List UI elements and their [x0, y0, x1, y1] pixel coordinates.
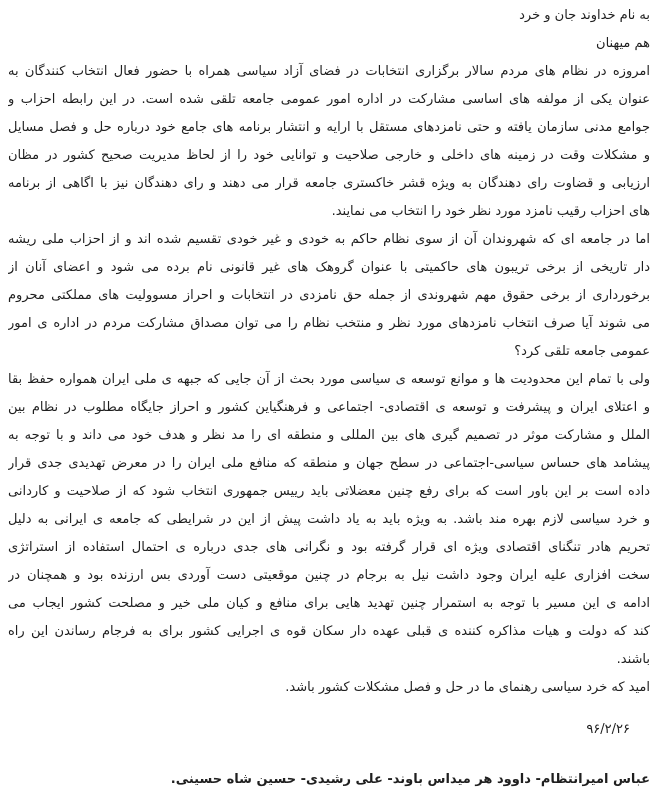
salutation-line: هم میهنان: [596, 36, 650, 51]
invocation-line: به نام خداوند جان و خرد: [519, 8, 650, 23]
text-line: امروزه در نظام های مردم سالار برگزاری انتخابات در فضای آزاد سیاسی همراه با حضور فعال انتخاب کنندگان به: [8, 64, 650, 79]
text-line: جوامع مدنی سازمان یافته و حتی نامزدهای مستقل با ارایه و انتشار برنامه های جامع خود درباره حل و فصل مسایل: [8, 120, 650, 135]
paragraph-4: [8, 674, 650, 702]
text-line: اما در جامعه ای که شهروندان آن از سوی نظام حاکم به خودی و غیر خودی تقسیم شده اند و از احزاب ملی ریشه: [8, 232, 650, 247]
paragraph-1: [8, 58, 650, 226]
date: ۹۶/۲/۲۶: [586, 722, 630, 737]
text-line: و مشکلات وقت در زمینه های داخلی و خارجی صلاحیت و توانایی خود را از لحاظ مدیریت صحیح کشور در مظان: [8, 148, 650, 163]
closing-line: امید که خرد سیاسی رهنمای ما در حل و فصل مشکلات کشور باشد.: [285, 680, 650, 695]
text-line: باشند.: [616, 652, 650, 667]
text-line: برخورداری از برخی حقوق مهم شهروندی از جمله حق نامزدی در انتخابات و احراز مسوولیت های مملکتی محروم: [8, 288, 650, 303]
text-line: و خرد سیاسی لازم بهره مند باشد. به ویژه باید به یاد داشت پیش از این در شرایطی که جامعه ی ایرانی به دلیل: [8, 512, 650, 527]
text-line: داده است بر این باور است که برای رفع چنین معضلاتی باید رییس جمهوری انتخاب شود که از صلاحیت و کاردانی: [8, 484, 650, 499]
text-line: کند که دولت و هیات مذاکره کننده ی قبلی عهده دار سکان قوه ی اجرایی کشور برای به فرجام رساندن این راه: [8, 624, 650, 639]
text-line: عمومی جامعه تلقی کرد؟: [514, 344, 650, 359]
paragraph-2: [8, 226, 650, 366]
text-line: ارزیابی و قضاوت رای دهندگان به ویژه قشر خاکستری جامعه قرار می دهند و رای دهندگان نیز با اگاهی از برنامه: [8, 176, 650, 191]
text-line: های احزاب رقیب نامزد مورد نظر خود را انتخاب می نمایند.: [331, 204, 650, 219]
text-line: و اعتلای ایران و پیشرفت و توسعه ی اقتصادی- اجتماعی و فرهنگیاین کشور و احراز جایگاه مطلوب در نظام بین: [8, 400, 650, 415]
text-line: ولی با تمام این محدودیت ها و موانع توسعه ی سیاسی مورد بحث از آن جایی که جبهه ی ملی ایران همواره حفظ بقا: [8, 372, 650, 387]
text-line: سخت افزاری علیه ایران وجود داشت نیل به برجام در چنین موقعیتی دست آوردی بس ارزنده بود و همچنان در: [8, 568, 650, 583]
text-line: ادامه ی این مسیر با توجه به استمرار چنین تهدید هایی برای منافع و کیان ملی خیر و مصلحت کشور ایجاب می: [8, 596, 650, 611]
text-line: الملل و مشارکت موثر در تصمیم گیری های بین المللی و منطقه ای را مد نظر و هدف خود می داند و با توجه به: [8, 428, 650, 443]
text-line: می شوند آیا صرف انتخاب نامزدهای مورد نظر و منتخب نظام را می توان مصداق مشارکت مردم در اداره ی امور: [8, 316, 650, 331]
text-line: عنوان یکی از مولفه های اساسی مشارکت در اداره امور عمومی جامعه تلقی شده است. در این رابطه احزاب و: [8, 92, 650, 107]
text-line: دار تاریخی از برخی تریبون های حاکمیتی با عنوان گروهک های غیر قانونی نام برده می شود و اعضای آنان از: [8, 260, 650, 275]
paragraph-3: [8, 366, 650, 674]
signatories: عباس امیرانتظام- داوود هر میداس باوند- علی رشیدی- حسین شاه حسینی.: [170, 772, 650, 787]
text-line: تحریم هادر تنگنای اقتصادی ویژه ای قرار گرفته بود و نگرانی های جدی درباره ی احتمال استفاده از استراتژی: [8, 540, 650, 555]
text-line: پیشامد های حساس سیاسی-اجتماعی در سطح جهان و منطقه که منافع ملی ایران را در معرض تهدیدی جدی قرار: [8, 456, 650, 471]
